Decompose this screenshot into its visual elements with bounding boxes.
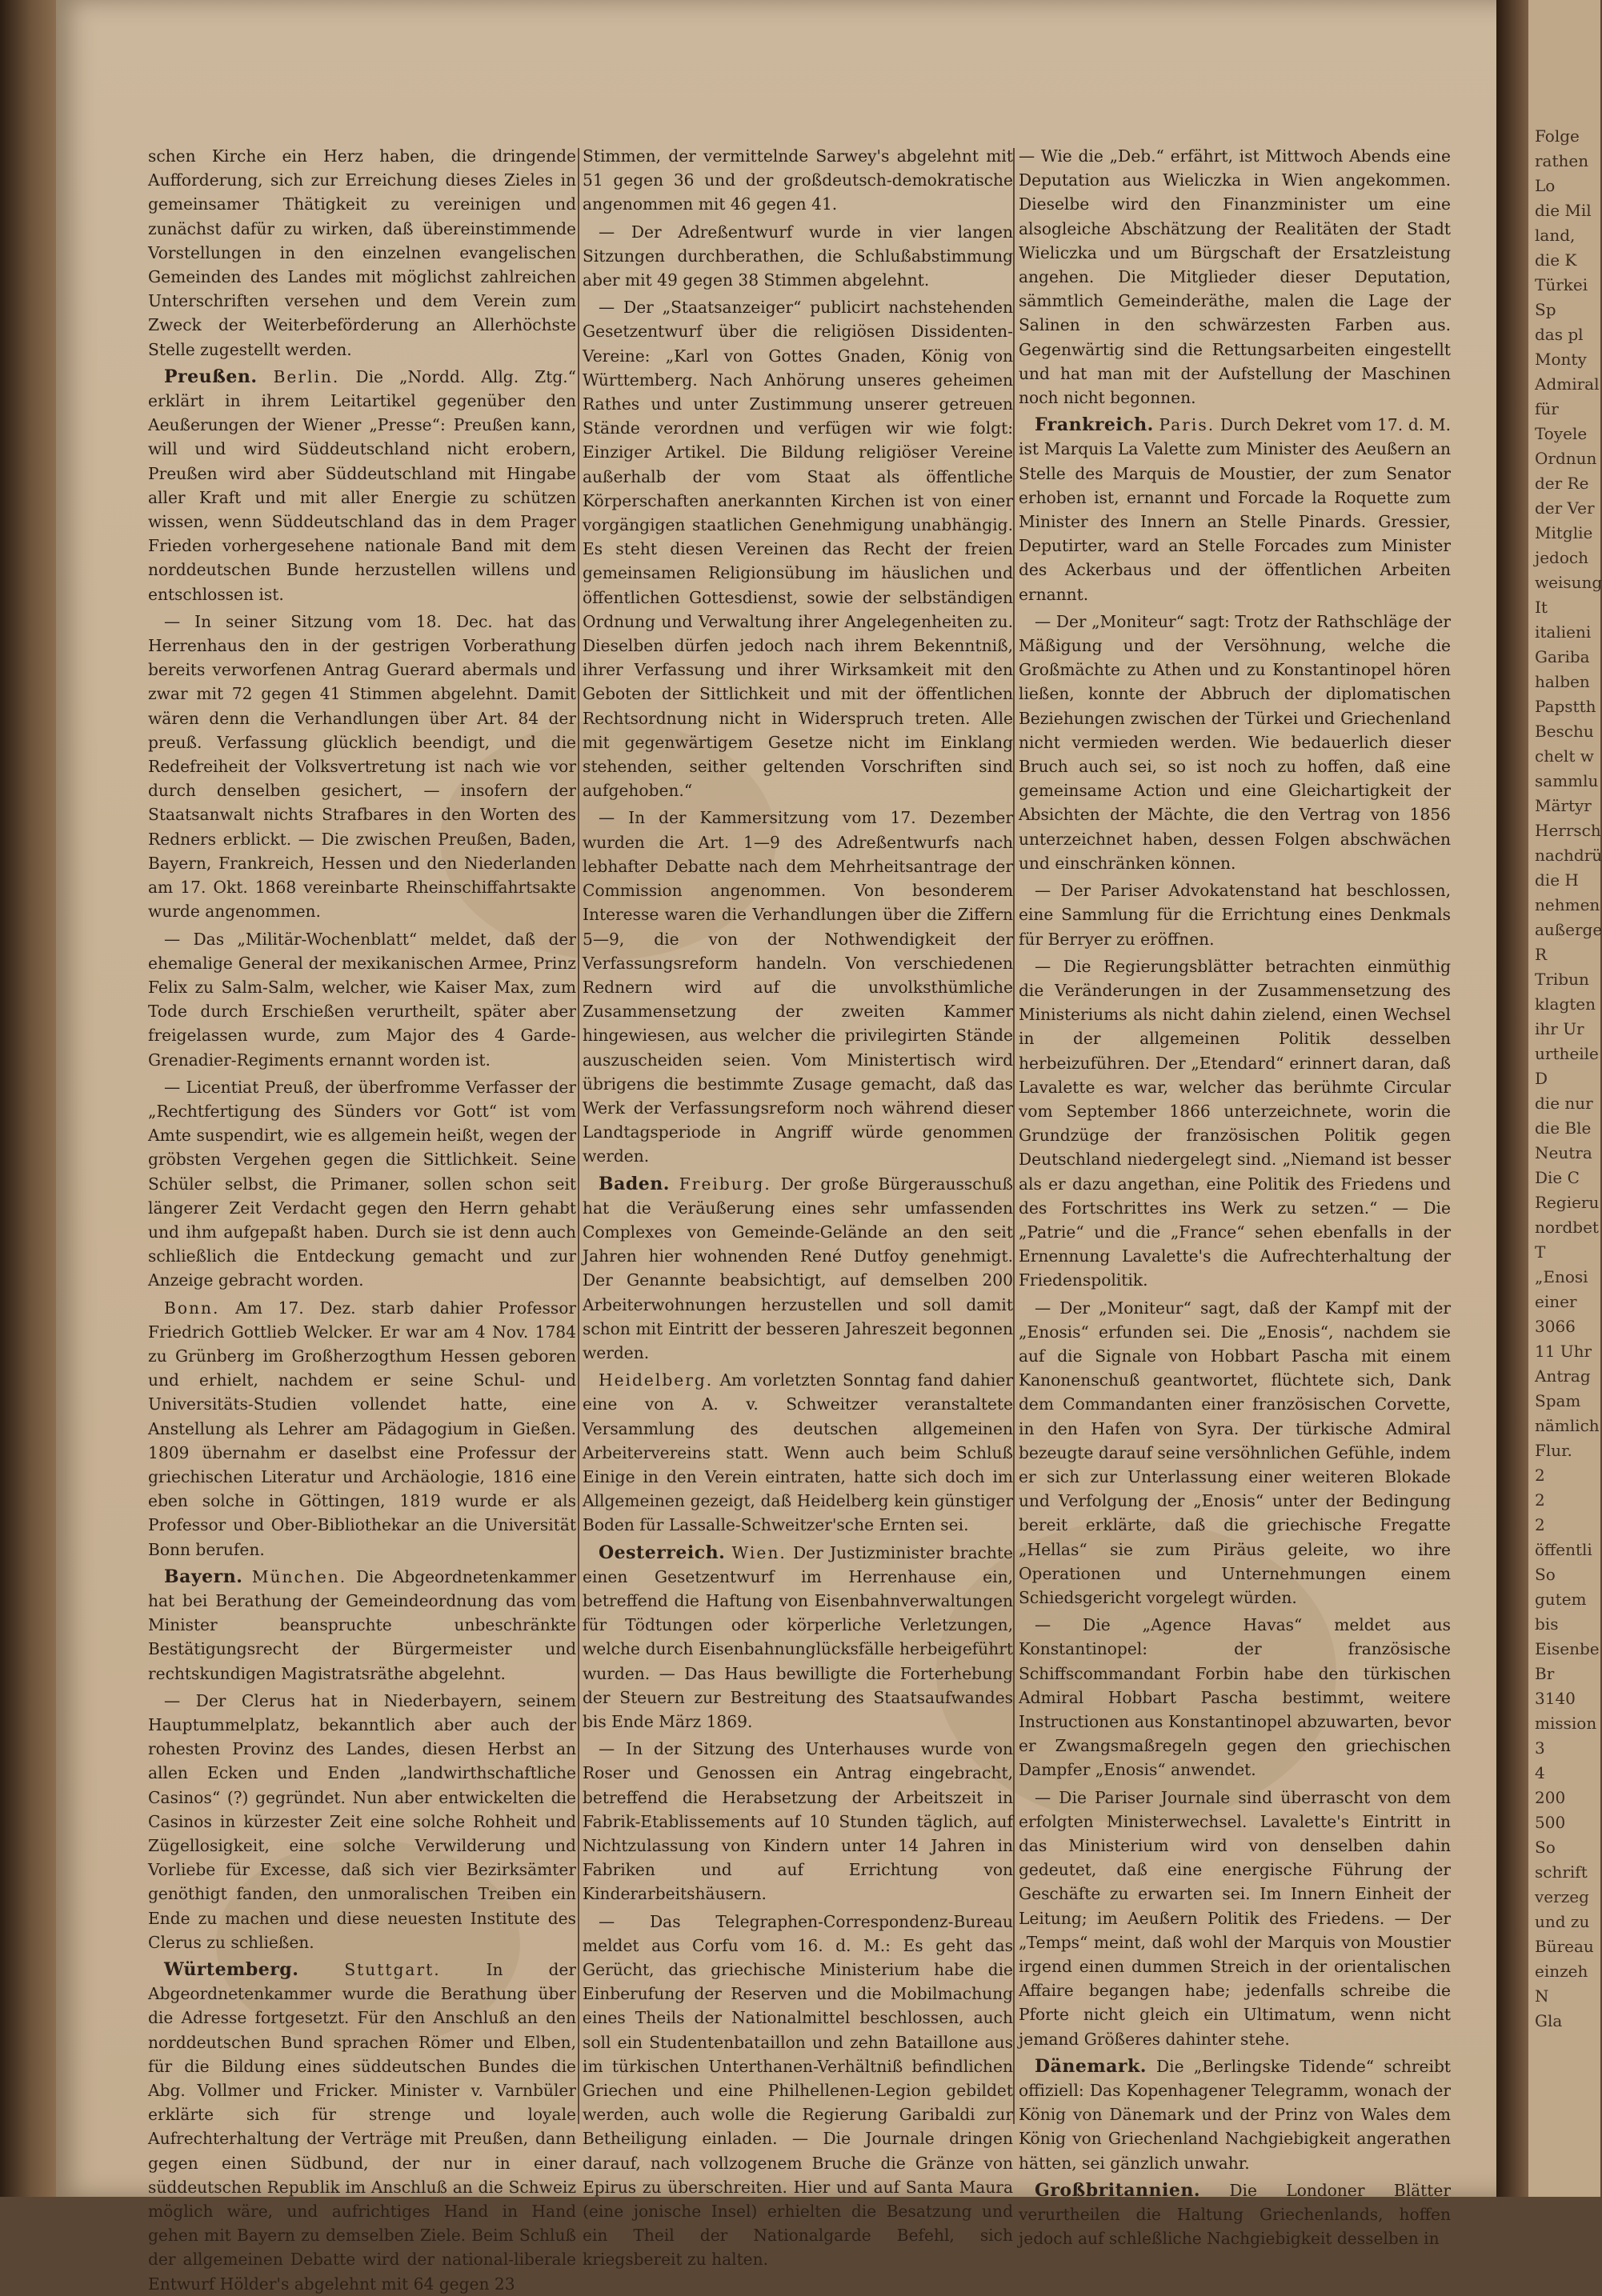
adjacent-page-fragment: Flur.	[1535, 1441, 1572, 1460]
adjacent-page-fragment: ihr Ur	[1535, 1019, 1584, 1038]
paragraph-text: — Das Telegraphen-Correspondenz-Bureau meldet aus Corfu vom 16. d. M.: Es geht das Gerücht, das griechische Ministerium habe die Einberufung der Reserven und die Mobilmachung eines Theils der Nationalmittel beschlossen, auch soll ein Studentenbataillon und zehn Bataillone aus im türkischen Unterthanen-Verhältniß befindlichen Griechen und eine Philhellenen-Legion gebildet werden, auch wolle die Regierung Garibaldi zur Betheiligung einladen. — Die Journale dringen darauf, nach vollzogenem Bruche die Gränze von Epirus zu überschreiten. Hier und auf Santa Maura (eine jonische Insel) erhielten die Besatzung und ein Theil der Nationalgarde Befehl, sich kriegsbereit zu halten.	[583, 1911, 1013, 2270]
adjacent-page-fragment: So	[1535, 1838, 1556, 1857]
paragraph-text: Die Abgeordnetenkammer hat bei Berathung der Gemeindeordnung das vom Minister beanspruchte unbeschränkte Bestätigungsrecht der Bürgermeister und rechtskundigen Magistratsräthe abgelehnt.	[148, 1566, 577, 1683]
adjacent-page-fragment: Eisenbe	[1535, 1639, 1600, 1658]
adjacent-page-fragment: Regieru	[1535, 1193, 1600, 1212]
article-column-1	[148, 144, 577, 2294]
article-paragraph	[148, 927, 576, 1072]
article-paragraph	[1019, 1613, 1451, 1782]
dateline-place: Stuttgart.	[344, 1960, 441, 1980]
article-paragraph	[1019, 2054, 1451, 2175]
adjacent-page-fragment: öffentli	[1535, 1540, 1592, 1559]
paragraph-text: — Die Regierungsblätter betrachten einmüthig die Veränderungen in der Zusammensetzung des Ministeriums als nicht dahin zielend, einen Wechsel in der allgemeinen Politik desselben herbeizuführen. Der „Etendard“ erinnert daran, daß Lavalette es war, welcher das berühmte Circular vom September 1866 unterzeichnete, worin die Grundzüge der französischen Politik gegen Deutschland niedergelegt sind. „Niemand ist besser als er dazu angethan, eine Politik des Friedens und des Fortschrittes ins Werk zu setzen.“ — Die „Patrie“ und die „France“ sehen ebenfalls in der Ernennung Lavalette's die Aufrechterhaltung der Friedenspolitik.	[1019, 956, 1451, 1290]
paragraph-text: — In der Sitzung des Unterhauses wurde von Roser und Genossen ein Antrag eingebracht, betreffend die Herabsetzung der Arbeitszeit in Fabrik-Etablissements auf 10 Stunden täglich, auf Nichtzulassung von Kindern unter 14 Jahren in Fabriken und auf Errichtung von Kinderarbeitshäusern.	[583, 1739, 1013, 1904]
adjacent-page-fragment: das pl	[1535, 325, 1584, 344]
adjacent-page-fragment: die Ble	[1535, 1118, 1592, 1138]
adjacent-page-fragment: für	[1535, 399, 1559, 418]
paragraph-text: Durch Dekret vom 17. d. M. ist Marquis La Valette zum Minister des Aeußern an Stelle des Marquis de Moustier, der zum Senator erhoben ist, ernannt und Forcade la Roquette zum Minister des Innern an Stelle Pinards. Gressier, Deputirter, ward an Stelle Forcades zum Minister des Ackerbaus und der öffentlichen Arbeiten ernannt.	[1019, 415, 1451, 604]
adjacent-page-fragment: Ordnun	[1535, 449, 1597, 468]
adjacent-page-fragment: Sp	[1535, 300, 1556, 319]
article-paragraph	[583, 1541, 1013, 1734]
adjacent-page-fragment: die Mil	[1535, 201, 1592, 220]
adjacent-page-fragment: R	[1535, 945, 1548, 964]
adjacent-page-fragment: sammlu	[1535, 771, 1599, 790]
adjacent-page-fragment: T	[1535, 1242, 1546, 1262]
adjacent-page-fragment: 2	[1535, 1490, 1545, 1510]
article-paragraph	[583, 1737, 1013, 1906]
column-rule	[578, 148, 579, 2124]
adjacent-page-fragment: klagten	[1535, 994, 1596, 1014]
book-gutter	[1496, 0, 1528, 2197]
adjacent-page-fragment: die K	[1535, 250, 1577, 270]
adjacent-page-fragment: schrift	[1535, 1862, 1588, 1882]
adjacent-page-fragment: gutem	[1535, 1590, 1587, 1609]
adjacent-page-fragment: Spam	[1535, 1391, 1581, 1410]
section-heading: Oesterreich.	[599, 1542, 726, 1563]
adjacent-page-fragment: nämlich	[1535, 1416, 1600, 1435]
adjacent-page-fragment: jedoch	[1535, 548, 1588, 567]
paragraph-text: Am 17. Dez. starb dahier Professor Friedrich Gottlieb Welcker. Er war am 4 Nov. 1784 zu Grünberg im Großherzogthum Hessen geboren und erhielt, nachdem er seine Schul- und Universitäts-Studien vollendet hatte, eine Anstellung als Lehrer am Pädagogium in Gießen. 1809 übernahm er daselbst eine Professur der griechischen Literatur und Archäologie, 1816 eine eben solche in Göttingen, 1819 wurde er als Professor und Ober-Bibliothekar an die Universität Bonn berufen.	[148, 1298, 576, 1559]
paragraph-text: — Der „Moniteur“ sagt: Trotz der Rathschläge der Mäßigung und der Versöhnung, welche die Großmächte zu Athen und zu Konstantinopel hören ließen, konnte der Abbruch der diplomatischen Beziehungen zwischen der Türkei und Griechenland nicht vermieden werden. Wie bedauerlich dieser Bruch auch sei, so ist noch zu hoffen, daß eine gemeinsame Action und eine Gleichartigkeit der Absichten der Mächte, die den Vertrag von 1856 unterzeichnet haben, dessen Folgen abschwächen und einschränken können.	[1019, 611, 1451, 873]
adjacent-page-fragment: der Re	[1535, 474, 1589, 493]
adjacent-page-fragment: 3	[1535, 1738, 1545, 1758]
paragraph-text: — In der Kammersitzung vom 17. Dezember wurden die Art. 1—9 des Adreßentwurfs nach lebhafter Debatte nach dem Mehrheitsantrage der Commission angenommen. Von besonderem Interesse waren die Verhandlungen über die Ziffern 5—9, die von der Nothwendigkeit der Verfassungsreform handeln. Von verschiedenen Rednern wird auf die unvolksthümliche Zusammensetzung der zweiten Kammer hingewiesen, aus welcher die privilegirten Stände auszuscheiden seien. Vom Ministertisch wird übrigens die bestimmte Zusage gemacht, daß das Werk der Verfassungsreform noch während dieser Landtagsperiode in Angriff würde genommen werden.	[583, 808, 1013, 1166]
paragraph-text: — Der Adreßentwurf wurde in vier langen Sitzungen durchberathen, die Schlußabstimmung aber mit 49 gegen 38 Stimmen abgelehnt.	[583, 222, 1013, 290]
article-paragraph	[1019, 413, 1451, 606]
article-paragraph	[1019, 610, 1451, 875]
adjacent-page-fragment: einer	[1535, 1292, 1577, 1311]
article-paragraph	[1019, 1296, 1451, 1610]
dateline-place: Bonn.	[164, 1298, 220, 1318]
adjacent-page-fragment: die H	[1535, 870, 1579, 890]
adjacent-page-fragment: land,	[1535, 226, 1576, 245]
paragraph-text: — Das „Militär-Wochenblatt“ meldet, daß der ehemalige General der mexikanischen Armee, Prinz Felix zu Salm-Salm, welcher, wie Kaiser Max, zum Tode durch Erschießen verurtheilt, später aber freigelassen wurde, zum Major des 4 Garde-Grenadier-Regiments ernannt worden ist.	[148, 929, 576, 1070]
adjacent-page-fragment: Papstth	[1535, 697, 1596, 716]
adjacent-page-fragment: chelt w	[1535, 746, 1594, 766]
adjacent-page-fragment: N	[1535, 1986, 1549, 2006]
article-paragraph	[148, 365, 576, 606]
adjacent-page-fragment: So	[1535, 1565, 1556, 1584]
article-paragraph	[583, 1368, 1013, 1537]
article-paragraph	[148, 610, 576, 924]
article-paragraph	[148, 1296, 576, 1562]
paragraph-text: — Licentiat Preuß, der überfromme Verfasser der „Rechtfertigung des Sünders vor Gott“ ist vom Amte suspendirt, wie es allgemein heißt, wegen der gröbsten Vergehen gegen die Sittlichkeit. Seine Schüler selbst, die Primaner, sollen schon seit längerer Zeit Verdacht gegen den Herrn gehabt und ihm aufgepaßt haben. Durch sie ist denn auch schließlich die Entdeckung gemacht und zur Anzeige gebracht worden.	[148, 1077, 576, 1290]
adjacent-page-fragment: Br	[1535, 1664, 1555, 1683]
adjacent-page-fragment: bis	[1535, 1614, 1559, 1634]
adjacent-page-fragment: 500	[1535, 1813, 1566, 1832]
adjacent-page-fragment: Beschu	[1535, 722, 1594, 741]
adjacent-page-fragment: Monty	[1535, 350, 1587, 369]
paragraph-text: Der große Bürgerausschuß hat die Veräußerung eines sehr umfassenden Complexes von Gemeinde-Gelände an den seit Jahren hier wohnenden René Dutfoy genehmigt. Der Genannte beabsichtigt, auf demselben 200 Arbeiterwohnungen herzustellen und soll damit schon mit Eintritt der besseren Jahreszeit begonnen werden.	[583, 1174, 1013, 1362]
dateline-place: Heidelberg.	[599, 1370, 714, 1390]
paragraph-text: In der Abgeordnetenkammer wurde die Berathung über die Adresse fortgesetzt. Für den Anschluß an den norddeutschen Bund sprachen Römer und Elben, für die Bildung eines süddeutschen Bundes die Abg. Vollmer und Fricker. Minister v. Varnbüler erklärte sich für strenge und loyale Aufrechterhaltung der Verträge mit Preußen, dann gegen einen Südbund, der nur in einer süddeutschen Republik im Anschluß an die Schweiz möglich wäre, und aufrichtiges Hand in Hand gehen mit Bayern zu demselben Ziele. Beim Schluß der allgemeinen Debatte wird der national-liberale Entwurf Hölder's abgelehnt mit 64 gegen 23	[148, 1960, 577, 2294]
adjacent-page-fragment: Gariba	[1535, 647, 1590, 666]
adjacent-page-fragment: nordbet	[1535, 1218, 1599, 1237]
adjacent-page-fragment: nehmen	[1535, 895, 1600, 914]
article-column-2	[583, 144, 1013, 2270]
adjacent-page-fragment: 4	[1535, 1763, 1545, 1782]
book-spine	[0, 0, 56, 2197]
article-paragraph	[148, 1075, 576, 1293]
article-column-3	[1019, 144, 1452, 2249]
adjacent-page-fragment: 3140	[1535, 1689, 1576, 1708]
article-paragraph	[1019, 878, 1451, 951]
adjacent-page-fragment: „Enosi	[1535, 1267, 1588, 1286]
section-heading: Dänemark.	[1035, 2055, 1147, 2077]
article-paragraph	[1019, 954, 1451, 1293]
paragraph-text: Die „Berlingske Tidende“ schreibt offiziell: Das Kopenhagener Telegramm, wonach der König von Dänemark und der Prinz von Wales dem König von Griechenland Nachgiebigkeit angerathen hätten, sei gänzlich unwahr.	[1019, 2056, 1451, 2173]
article-paragraph	[1019, 144, 1451, 410]
article-paragraph	[148, 144, 576, 362]
adjacent-page-fragment: Märtyr	[1535, 796, 1592, 815]
section-heading: Preußen.	[164, 366, 258, 387]
section-heading: Baden.	[599, 1173, 670, 1194]
adjacent-page-fragment: 200	[1535, 1788, 1566, 1807]
adjacent-page-fragment: nachdrü	[1535, 846, 1602, 865]
adjacent-page-fragment: Lo	[1535, 176, 1556, 195]
adjacent-page-fragment: Herrsch	[1535, 821, 1601, 840]
section-heading: Frankreich.	[1035, 414, 1154, 436]
adjacent-page-edge	[1528, 0, 1600, 2197]
adjacent-page-fragment: D	[1535, 1069, 1548, 1088]
adjacent-page-fragment: weisung	[1535, 573, 1602, 592]
adjacent-page-fragment: Mitglie	[1535, 523, 1593, 542]
paragraph-text: Der Justizminister brachte einen Gesetzentwurf im Herrenhause ein, betreffend die Haftung von Eisenbahnverwaltungen für Tödtungen oder körperliche Verletzungen, welche durch Eisenbahnunglücksfälle herbeigeführt wurden. — Das Haus bewilligte die Forterhebung der Steuern zur Bestreitung des Staatsaufwandes bis Ende März 1869.	[583, 1542, 1013, 1731]
dateline-place: Freiburg.	[679, 1174, 771, 1194]
paragraph-text: — Die Pariser Journale sind überrascht von dem erfolgten Ministerwechsel. Lavalette's Eintritt in das Ministerium wird von denselben dahin gedeutet, daß eine energische Führung der Geschäfte zu erwarten sei. Im Innern Einheit der Leitung; im Aeußern Politik des Friedens. — Der „Temps“ meint, daß wohl der Marquis von Moustier irgend einen dummen Streich in der orientalischen Affaire begangen habe; jedenfalls schreibe die Pforte nicht gleich ein Ultimatum, wenn nicht jemand Größeres dahinter stehe.	[1019, 1787, 1451, 2049]
paragraph-text: Die „Nordd. Allg. Ztg.“ erklärt in ihrem Leitartikel gegenüber den Aeußerungen der Wiener „Presse“: Preußen kann, will und wird Süddeutschland nicht erobern, Preußen wird aber Süddeutschland mit Hingabe aller Kraft und mit aller Energie zu schützen wissen, wenn Süddeutschland das in dem Prager Frieden vorhergesehene nationale Band mit dem norddeutschen Bunde herzustellen willens und entschlossen ist.	[148, 366, 576, 604]
article-paragraph	[148, 1958, 576, 2296]
paragraph-text: — Der Clerus hat in Niederbayern, seinem Hauptummelplatz, bekanntlich aber auch der rohesten Provinz des Landes, diesen Herbst an allen Ecken und Enden „landwirthschaftliche Casinos“ (?) gegründet. Nun aber entwickelten die Casinos in kürzester Zeit eine solche Rohheit und Zügellosigkeit, eine solche Verwilderung und Vorliebe für Excesse, daß sich vier Bezirksämter genöthigt fanden, den unmoralischen Treiben ein Ende zu machen und diese neuesten Institute des Clerus zu schließen.	[148, 1690, 576, 1952]
paragraph-text: — Der Pariser Advokatenstand hat beschlossen, eine Sammlung für die Errichtung eines Denkmals für Berryer zu eröffnen.	[1019, 881, 1451, 949]
paragraph-text: — Der „Staatsanzeiger“ publicirt nachstehenden Gesetzentwurf über die religiösen Dissidenten-Vereine: „Karl von Gottes Gnaden, König von Württemberg. Nach Anhörung unseres geheimen Rathes und unter Zustimmung unserer getreuen Stände verordnen und verfügen wir wie folgt: Einziger Artikel. Die Bildung religiöser Vereine außerhalb der vom Staat als öffentliche Körperschaften anerkannten Kirchen ist von einer vorgängigen staatlichen Genehmigung unabhängig. Es steht diesen Vereinen das Recht der freien gemeinsamen Religionsübung im häuslichen und öffentlichen Gottesdienst, sowie der selbständigen Ordnung und Verwaltung ihrer Angelegenheiten zu. Dieselben dürfen jedoch nach ihrem Bekenntniß, ihrer Verfassung und ihrer Wirksamkeit mit den Geboten der Sittlichkeit und mit der öffentlichen Rechtsordnung nicht in Widerspruch treten. Alle mit gegenwärtigem Gesetze nicht im Einklang stehenden, seither geltenden Vorschriften sind aufgehoben.“	[583, 298, 1013, 801]
article-paragraph	[583, 144, 1013, 217]
section-heading: Großbritannien.	[1035, 2179, 1201, 2201]
article-paragraph	[1019, 1786, 1451, 2051]
adjacent-page-fragment: halben	[1535, 672, 1590, 691]
adjacent-page-fragment: italieni	[1535, 622, 1592, 642]
adjacent-page-fragment: urtheile	[1535, 1044, 1599, 1063]
adjacent-page-fragment: Toyele	[1535, 424, 1588, 443]
adjacent-page-fragment: Büreau	[1535, 1937, 1594, 1956]
adjacent-page-fragment: rathen	[1535, 151, 1589, 170]
article-paragraph	[583, 1910, 1013, 2272]
adjacent-page-fragment: und zu	[1535, 1912, 1590, 1931]
section-heading: Bayern.	[164, 1566, 243, 1587]
column-rule	[1013, 148, 1015, 2124]
paragraph-text: — Die „Agence Havas“ meldet aus Konstantinopel: der französische Schiffscommandant Forbin habe den türkischen Admiral Hobbart Pascha bestimmt, weitere Instructionen aus Konstantinopel abzuwarten, bevor er Zwangsmaßregeln gegen den griechischen Dampfer „Enosis“ anwendet.	[1019, 1615, 1451, 1780]
adjacent-page-fragment: 2	[1535, 1466, 1545, 1485]
adjacent-page-fragment: der Ver	[1535, 498, 1595, 518]
section-heading: Würtemberg.	[164, 1959, 299, 1981]
paragraph-text: Am vorletzten Sonntag fand dahier eine von A. v. Schweitzer veranstaltete Versammlung des deutschen allgemeinen Arbeitervereins statt. Wenn auch beim Schluß Einige in den Verein eintraten, hatte sich doch im Allgemeinen gezeigt, daß Heidelberg kein günstiger Boden für Lassalle-Schweitzer'sche Ernten sei.	[583, 1370, 1013, 1535]
dateline-place: München.	[251, 1566, 347, 1586]
adjacent-page-fragment: Neutra	[1535, 1143, 1592, 1162]
dateline-place: Wien.	[731, 1542, 787, 1562]
adjacent-page-fragment: Die C	[1535, 1168, 1580, 1187]
adjacent-page-fragment: 3066	[1535, 1317, 1576, 1336]
dateline-place: Berlin.	[273, 366, 340, 386]
article-paragraph	[583, 806, 1013, 1168]
paragraph-text: schen Kirche ein Herz haben, die dringende Aufforderung, sich zur Erreichung dieses Zieles in gemeinsamer Thätigkeit zu vereinigen und zunächst dafür zu wirken, daß übereinstimmende Vorstellungen in den einzelnen evangelischen Gemeinden des Landes mit möglichst zahlreichen Unterschriften versehen und dem Verein zum Zweck der Weiterbeförderung an Allerhöchste Stelle zugestellt werden.	[148, 146, 576, 359]
article-paragraph	[583, 1172, 1013, 1366]
adjacent-page-fragment: mission	[1535, 1714, 1597, 1733]
adjacent-page-fragment: die nur	[1535, 1094, 1593, 1113]
article-paragraph	[148, 1689, 576, 1954]
paragraph-text: — Der „Moniteur“ sagt, daß der Kampf mit der „Enosis“ erfunden sei. Die „Enosis“, nachdem sie auf die Signale von Hobbart Pascha mit einem Kanonenschuß geantwortet, flüchtete sich, Dank dem Commandanten einer französischen Corvette, in den Hafen von Syra. Der türkische Admiral bezeugte darauf seine versöhnlichen Gefühle, indem er sich zur Unterlassung einer weiteren Blokade und Verfolgung der „Enosis“ unter der Bedingung bereit erklärte, daß die griechische Fregatte „Hellas“ sie zum Piräus geleite, wo ihre Operationen und Unternehmungen einem Schiedsgericht vorgelegt würden.	[1019, 1298, 1451, 1607]
adjacent-page-fragment: Gla	[1535, 2011, 1563, 2030]
adjacent-page-fragment: außerge	[1535, 920, 1602, 939]
adjacent-page-fragment: einzeh	[1535, 1962, 1588, 1981]
paragraph-text: Die Londoner Blätter verurtheilen die Haltung Griechenlands, hoffen jedoch auf schleßliche Nachgiebigkeit desselben in	[1019, 2180, 1452, 2249]
adjacent-page-fragment: Antrag	[1535, 1366, 1591, 1386]
paragraph-text: — In seiner Sitzung vom 18. Dec. hat das Herrenhaus den in der gestrigen Vorberathung bereits verworfenen Antrag Guerard abermals und zwar mit 72 gegen 41 Stimmen abgelehnt. Damit wären denn die Verhandlungen über Art. 84 der preuß. Verfassung glücklich beendigt, und die Redefreiheit der Volksvertretung ist nach wie vor durch denselben gesichert, — insofern der Staatsanwalt nichts Strafbares in den Worten des Redners erblickt. — Die zwischen Preußen, Baden, Bayern, Frankreich, Hessen und den Niederlanden am 17. Okt. 1868 vereinbarte Rheinschiffahrtsakte wurde angenommen.	[148, 611, 576, 922]
paragraph-text: Stimmen, der vermittelnde Sarwey's abgelehnt mit 51 gegen 36 und der großdeutsch-demokratische angenommen mit 46 gegen 41.	[583, 146, 1013, 214]
adjacent-page-fragment: Folge	[1535, 126, 1580, 146]
adjacent-page-fragment: Tribun	[1535, 970, 1589, 989]
adjacent-page-fragment: Türkei	[1535, 275, 1588, 294]
article-paragraph	[583, 220, 1013, 293]
dateline-place: Paris.	[1159, 415, 1216, 435]
article-paragraph	[148, 1565, 576, 1686]
adjacent-page-fragment: It	[1535, 598, 1548, 617]
adjacent-page-fragment: verzeg	[1535, 1887, 1589, 1906]
article-paragraph	[583, 295, 1013, 802]
adjacent-page-fragment: 11 Uhr	[1535, 1342, 1592, 1361]
adjacent-page-fragment: 2	[1535, 1515, 1545, 1534]
adjacent-page-fragment: Admiral	[1535, 374, 1600, 394]
article-paragraph	[1019, 2178, 1451, 2251]
paragraph-text: — Wie die „Deb.“ erfährt, ist Mittwoch Abends eine Deputation aus Wieliczka in Wien angekommen. Dieselbe wird den Finanzminister um eine alsogleiche Abschätzung der Realitäten der Stadt Wieliczka und um Bürgschaft der Ersatzleistung angehen. Die Mitglieder dieser Deputation, sämmtlich Gemeinderäthe, malen die Lage der Salinen in den schwärzesten Farben aus. Gegenwärtig sind die Rettungsarbeiten eingestellt und hat man mit der Aufstellung der Maschinen noch nicht begonnen.	[1019, 146, 1451, 408]
